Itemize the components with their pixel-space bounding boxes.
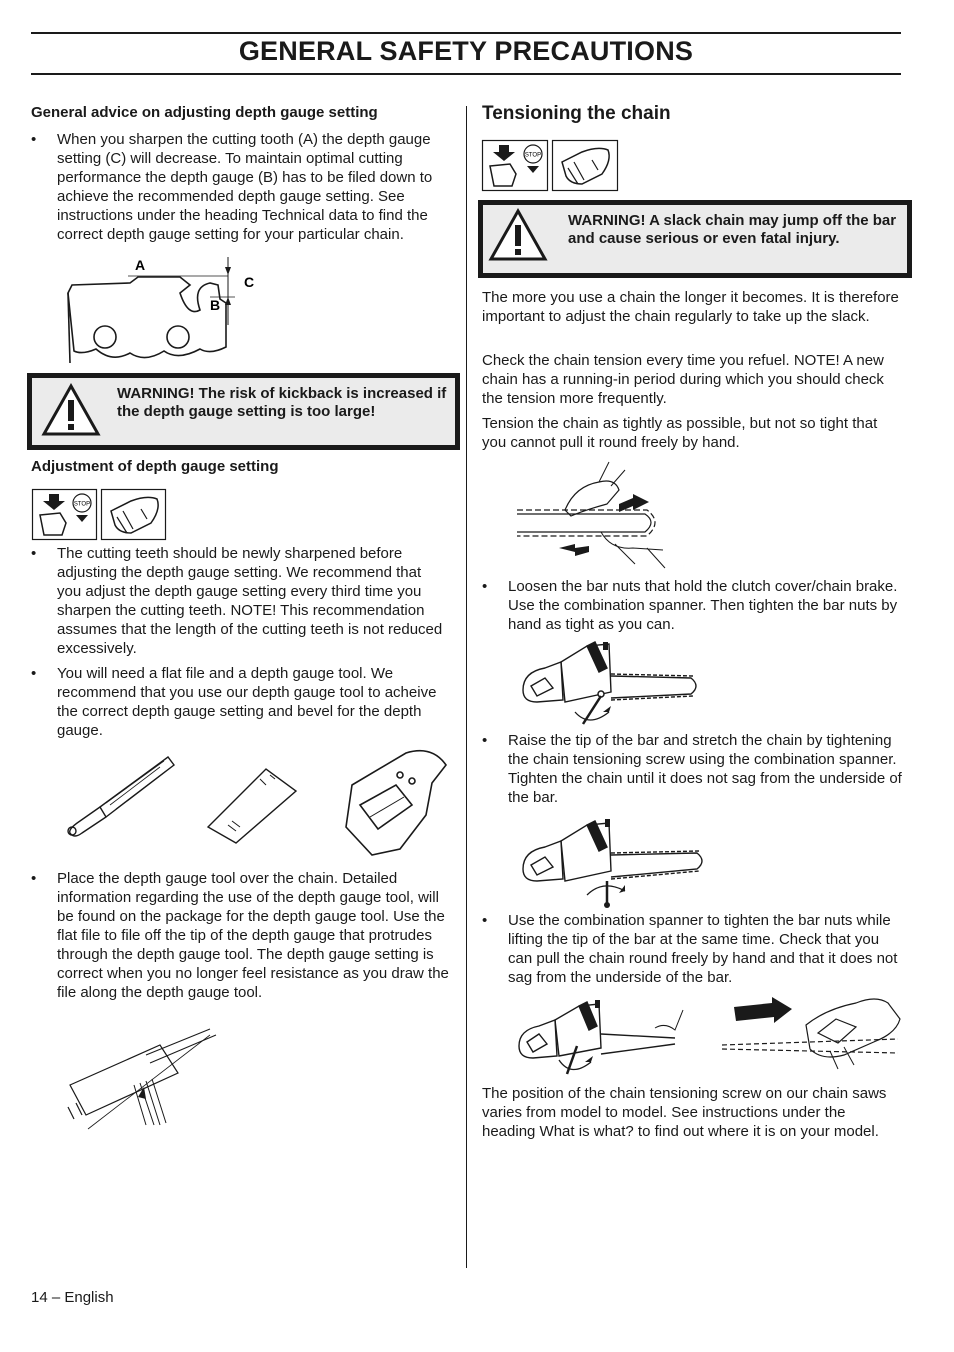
cutting-tooth-diagram xyxy=(60,255,260,370)
bullet-icon: • xyxy=(482,912,488,929)
paragraph: Check the chain tension every time you refuel. NOTE! A new chain has a running-in period during which you should check the tension more frequently. xyxy=(482,352,884,407)
column-divider xyxy=(466,106,467,1268)
bullet-icon: • xyxy=(482,578,488,595)
warning-box-slack-chain xyxy=(478,200,912,278)
bullet-icon: • xyxy=(31,665,37,682)
bullet-text: The cutting teeth should be newly sharpened before adjusting the depth gauge setting. We recommend that you adjust the depth gauge setting every third time you sharpen the cutting teeth. NOTE! This recommendation assumes that the length of the cutting teeth is not reduced excessively. xyxy=(57,545,443,657)
page-title: GENERAL SAFETY PRECAUTIONS xyxy=(238,36,694,66)
chainsaw-loosen-nuts-illustration xyxy=(515,642,700,727)
list-item xyxy=(31,869,449,1024)
list-item xyxy=(31,544,449,659)
tooth-label-b: B xyxy=(210,297,221,313)
protective-glove-icon xyxy=(101,489,166,540)
tooth-label-c: C xyxy=(244,274,255,290)
section-heading-depth-gauge-advice: General advice on adjusting depth gauge setting xyxy=(31,104,378,121)
list-item xyxy=(31,664,449,742)
page-number: 14 – English xyxy=(31,1289,114,1306)
protective-glove-icon xyxy=(552,140,618,191)
hand-pull-chain-illustration xyxy=(718,993,903,1078)
stop-engine-icon xyxy=(32,489,97,540)
warning-text: WARNING! The risk of kickback is increased if the depth gauge setting is too large! xyxy=(117,385,447,420)
depth-gauge-tool-icon xyxy=(208,769,296,843)
section-heading-tensioning-chain: Tensioning the chain xyxy=(482,103,671,124)
stop-label: STOP xyxy=(73,501,91,508)
paragraph: Tension the chain as tightly as possible, but not so tight that you cannot pull it round freely by hand. xyxy=(482,415,878,451)
list-item xyxy=(482,911,902,989)
warning-triangle-icon xyxy=(41,383,101,437)
paragraph: The position of the chain tensioning screw on our chain saws varies from model to model. See instructions under the heading What is what? to find out where it is on your model. xyxy=(482,1085,887,1140)
bullet-text: You will need a flat file and a depth gauge tool. We recommend that you use our depth gauge tool to acheive the correct depth gauge setting and bevel for the depth gauge. xyxy=(57,665,437,739)
paragraph: The more you use a chain the longer it becomes. It is therefore important to adjust the chain regularly to take up the slack. xyxy=(482,289,899,325)
bullet-text: Use the combination spanner to tighten the bar nuts while lifting the tip of the bar at the same time. Check that you can pull the chain round freely by hand and that it does not sag from the underside of the bar. xyxy=(508,912,898,986)
bullet-text: Loosen the bar nuts that hold the clutch cover/chain brake. Use the combination spanner. Then tighten the bar nuts by hand as tight as you can. xyxy=(508,578,898,633)
list-item xyxy=(31,130,449,250)
stop-engine-icon xyxy=(482,140,548,191)
title-rule-top xyxy=(31,32,901,34)
title-rule-bottom xyxy=(31,73,901,75)
warning-box-kickback xyxy=(27,373,460,450)
file-holder-icon xyxy=(346,751,446,855)
list-item xyxy=(482,731,902,809)
depth-gauge-filing-illustration xyxy=(60,1025,220,1135)
list-item xyxy=(482,577,902,635)
stop-label: STOP xyxy=(524,152,542,159)
bullet-icon: • xyxy=(31,870,37,887)
bullet-icon: • xyxy=(482,732,488,749)
bullet-text: Raise the tip of the bar and stretch the chain by tightening the chain tensioning screw using the combination spanner. Tighten the chain until it does not sag from the underside of the bar. xyxy=(508,732,902,806)
bullet-icon: • xyxy=(31,131,37,148)
bullet-text: When you sharpen the cutting tooth (A) the depth gauge setting (C) will decrease. To maintain optimal cutting performance the depth gauge (B) has to be filed down to achieve the recommended depth gauge setting. See instructions under the heading Technical data to find the correct depth gauge setting for your particular chain. xyxy=(57,131,433,243)
warning-text: WARNING! A slack chain may jump off the bar and cause serious or even fatal injury. xyxy=(568,212,897,247)
chainsaw-tighten-chain-illustration xyxy=(517,815,707,910)
tooth-label-a: A xyxy=(135,257,146,273)
bullet-icon: • xyxy=(31,545,37,562)
bullet-text: Place the depth gauge tool over the chain. Detailed information regarding the use of the depth gauge tool, will be found on the package for the depth gauge tool. Use the flat file to file off the tip of the depth gauge that protrudes through the depth gauge tool. The depth gauge setting is correct when you no longer feel resistance as you draw the file along the depth gauge tool. xyxy=(57,870,449,1001)
flat-file-icon xyxy=(68,757,174,836)
chainsaw-final-tighten-illustration xyxy=(515,1000,690,1080)
tools-illustration xyxy=(60,745,450,865)
warning-triangle-icon xyxy=(488,208,548,262)
section-heading-depth-gauge-adjustment: Adjustment of depth gauge setting xyxy=(31,458,279,475)
hand-pull-chain-illustration xyxy=(515,460,675,570)
